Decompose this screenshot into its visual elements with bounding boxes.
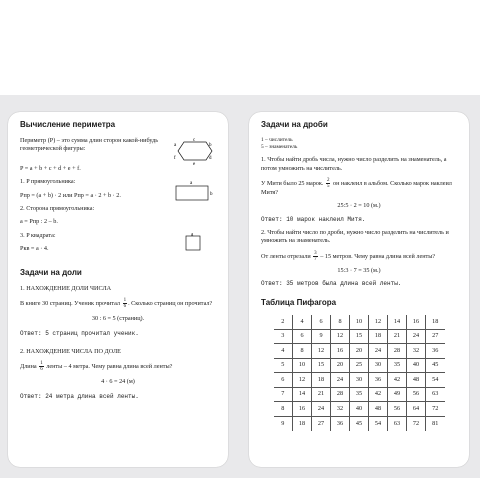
table-row bbox=[274, 402, 445, 417]
table-cell: 25 bbox=[350, 358, 369, 373]
table-cell: 28 bbox=[331, 387, 350, 402]
numerator-note: 1 – числитель bbox=[261, 136, 293, 143]
problem2-answer: Ответ: 35 метров была длина всей ленты. bbox=[261, 280, 402, 287]
table-cell: 63 bbox=[426, 387, 445, 402]
table-cell: 6 bbox=[274, 373, 293, 388]
table-row bbox=[274, 344, 445, 359]
table-cell: 12 bbox=[293, 373, 312, 388]
task1-fraction bbox=[123, 298, 128, 309]
problem2-text-a: От ленты отрезали bbox=[261, 252, 311, 260]
table-cell: 16 bbox=[293, 402, 312, 417]
table-cell: 72 bbox=[407, 416, 426, 431]
task2-calc: 4 · 6 = 24 (м) bbox=[101, 378, 135, 386]
table-cell: 7 bbox=[274, 387, 293, 402]
table-cell: 8 bbox=[331, 315, 350, 330]
table-cell: 14 bbox=[388, 315, 407, 330]
table-row bbox=[274, 416, 445, 431]
table-cell: 21 bbox=[312, 387, 331, 402]
table-cell: 4 bbox=[274, 344, 293, 359]
table-cell: 36 bbox=[369, 373, 388, 388]
rule2-text: 2. Чтобы найти число по дроби, нужно число разделить на числитель и умножить на знаменатель. bbox=[261, 228, 449, 245]
table-cell: 9 bbox=[312, 329, 331, 344]
table-cell: 32 bbox=[407, 344, 426, 359]
table-cell: 35 bbox=[388, 358, 407, 373]
table-row bbox=[274, 315, 445, 330]
right-page bbox=[249, 112, 469, 467]
rect-perimeter-formula: Pпр = (a + b) · 2 или Pпр = a · 2 + b · 2. bbox=[20, 191, 121, 199]
problem2-fraction-num: 3 bbox=[314, 250, 317, 256]
table-cell: 36 bbox=[331, 416, 350, 431]
table-row bbox=[274, 329, 445, 344]
table-cell: 15 bbox=[350, 329, 369, 344]
table-cell: 18 bbox=[293, 416, 312, 431]
table-cell: 40 bbox=[407, 358, 426, 373]
table-cell: 6 bbox=[293, 329, 312, 344]
task2-text bbox=[20, 361, 216, 372]
task2-fraction bbox=[39, 361, 44, 372]
table-cell: 64 bbox=[407, 402, 426, 417]
table-cell: 24 bbox=[331, 373, 350, 388]
table-cell: 54 bbox=[426, 373, 445, 388]
problem1-calc: 25:5 · 2 = 10 (м.) bbox=[337, 202, 381, 210]
rectangle-row bbox=[20, 178, 216, 205]
table-cell: 30 bbox=[369, 358, 388, 373]
table-cell: 16 bbox=[331, 344, 350, 359]
perimeter-formula: P = a + b + c + d + e + f. bbox=[20, 164, 81, 172]
perimeter-definition: Периметр (P) – это сумма длин сторон какой-нибудь геометрической фигуры: bbox=[20, 136, 159, 153]
table-cell: 72 bbox=[426, 402, 445, 417]
table-cell: 56 bbox=[407, 387, 426, 402]
table-cell: 10 bbox=[350, 315, 369, 330]
table-cell: 8 bbox=[293, 344, 312, 359]
task1-calc: 30 : 6 = 5 (страниц). bbox=[91, 315, 145, 323]
table-cell: 15 bbox=[312, 358, 331, 373]
task2-text-b: ленты – 4 метра. Чему равна длина всей ленты? bbox=[46, 363, 173, 371]
task2-fraction-num: 1 bbox=[40, 361, 43, 367]
problem1-fraction bbox=[326, 178, 331, 189]
perimeter-title: Вычисление периметра bbox=[20, 120, 116, 129]
table-cell: 14 bbox=[293, 387, 312, 402]
table-cell: 32 bbox=[331, 402, 350, 417]
square-perimeter-formula: Pкв = a · 4. bbox=[20, 244, 49, 252]
square-figure bbox=[172, 232, 216, 254]
table-cell: 81 bbox=[432, 419, 439, 427]
hex-label-d: f bbox=[174, 155, 176, 161]
table-cell: 16 bbox=[407, 315, 426, 330]
table-cell: 2 bbox=[274, 315, 293, 330]
table-cell: 48 bbox=[407, 373, 426, 388]
hex-label-a: c bbox=[193, 137, 196, 143]
problem2-fraction bbox=[313, 251, 318, 262]
rect-side-title: 2. Сторона прямоугольника: bbox=[20, 204, 95, 212]
problem2-text bbox=[261, 251, 457, 262]
task2-title: 2. НАХОЖДЕНИЕ ЧИСЛА ПО ДОЛЕ bbox=[20, 347, 121, 355]
pythagoras-table bbox=[274, 315, 445, 431]
table-row bbox=[274, 373, 445, 388]
task1-answer: Ответ: 5 страниц прочитал ученик. bbox=[20, 329, 139, 337]
table-cell: 4 bbox=[293, 315, 312, 330]
square-row bbox=[20, 232, 216, 259]
table-cell: 48 bbox=[369, 402, 388, 417]
table-cell: 24 bbox=[312, 402, 331, 417]
table-cell: 45 bbox=[426, 358, 445, 373]
pythagoras-table-title: Таблица Пифагора bbox=[261, 298, 337, 308]
table-cell: 42 bbox=[369, 387, 388, 402]
table-cell: 18 bbox=[312, 373, 331, 388]
table-cell: 20 bbox=[350, 344, 369, 359]
table-cell: 18 bbox=[426, 315, 445, 330]
table-cell: 63 bbox=[388, 416, 407, 431]
perimeter-definition-row bbox=[20, 137, 216, 165]
problem1-text-a: У Мити было 25 марок. bbox=[261, 180, 324, 188]
table-cell: 49 bbox=[388, 387, 407, 402]
denominator-note: 5 – знаменатель bbox=[261, 144, 298, 151]
rectangle-figure bbox=[172, 178, 216, 202]
task2-answer: Ответ: 24 метра длина всей ленты. bbox=[20, 392, 139, 400]
task1-text-b: . Сколько страниц он прочитал? bbox=[128, 300, 213, 308]
problem1-answer: Ответ: 10 марок наклеил Митя. bbox=[261, 215, 366, 223]
table-row bbox=[274, 358, 445, 373]
problem2-fraction-den: 7 bbox=[314, 256, 317, 262]
rect-label-b: b bbox=[210, 192, 213, 198]
task2-fraction-den: 6 bbox=[40, 367, 43, 373]
task1-text bbox=[20, 298, 216, 309]
table-cell: 30 bbox=[350, 373, 369, 388]
table-cell: 8 bbox=[274, 402, 293, 417]
table-cell: 3 bbox=[274, 329, 293, 344]
table-cell: 20 bbox=[331, 358, 350, 373]
table-cell: 56 bbox=[388, 402, 407, 417]
table-cell: 42 bbox=[388, 373, 407, 388]
table-cell: 24 bbox=[369, 344, 388, 359]
table-cell: 27 bbox=[426, 329, 445, 344]
table-cell: 45 bbox=[350, 416, 369, 431]
fractions-tasks-title: Задачи на дроби bbox=[261, 120, 328, 129]
task1-fraction-den: 6 bbox=[123, 304, 127, 310]
table-cell: 18 bbox=[369, 329, 388, 344]
table-cell: 24 bbox=[407, 329, 426, 344]
task1-title: 1. НАХОЖДЕНИЕ ДОЛИ ЧИСЛА bbox=[20, 285, 112, 293]
table-cell: 40 bbox=[350, 402, 369, 417]
table-cell: 10 bbox=[293, 358, 312, 373]
table-cell: 54 bbox=[369, 416, 388, 431]
hexagon-figure bbox=[172, 137, 216, 165]
table-cell: 6 bbox=[312, 315, 331, 330]
table-cell: 12 bbox=[331, 329, 350, 344]
table-cell: 28 bbox=[388, 344, 407, 359]
table-cell: 5 bbox=[274, 358, 293, 373]
square-perimeter-title: 3. P квадрата: bbox=[20, 231, 56, 239]
problem1-text bbox=[261, 178, 457, 197]
left-page bbox=[8, 112, 228, 467]
table-cell: 21 bbox=[388, 329, 407, 344]
fractions-title: Задачи на доли bbox=[20, 268, 82, 278]
table-cell: 12 bbox=[312, 344, 331, 359]
hex-label-e: d bbox=[209, 155, 212, 161]
hex-label-f: e bbox=[193, 161, 196, 165]
hex-label-c: a bbox=[174, 142, 177, 148]
rect-label-a: a bbox=[190, 181, 193, 187]
rect-perimeter-title: 1. P прямоугольника: bbox=[20, 178, 76, 186]
table-cell: 27 bbox=[312, 416, 331, 431]
table-cell: 9 bbox=[274, 416, 293, 431]
problem1-fraction-den: 5 bbox=[326, 184, 330, 190]
task1-fraction-num: 1 bbox=[123, 298, 127, 304]
task2-text-a: Длина bbox=[20, 363, 37, 371]
problem2-text-b: – 15 метров. Чему равна длина всей ленты? bbox=[320, 252, 436, 260]
square-label-a: a bbox=[191, 232, 194, 238]
rect-side-formula: a = Pпр : 2 – b. bbox=[20, 218, 58, 226]
problem2-calc: 15:3 · 7 = 35 (м.) bbox=[337, 266, 381, 274]
table-row bbox=[274, 387, 445, 402]
problem1-fraction-num: 2 bbox=[326, 178, 330, 184]
table-cell: 36 bbox=[426, 344, 445, 359]
task1-text-a: В книге 30 страниц. Ученик прочитал bbox=[20, 300, 121, 308]
rule1-text: 1. Чтобы найти дробь числа, нужно число разделить на знаменатель, а потом умножить на числитель. bbox=[261, 156, 447, 172]
problem1-text-b: он наклеил в альбом. Сколько марок наклеил Митя? bbox=[261, 180, 452, 197]
table-cell: 35 bbox=[350, 387, 369, 402]
hex-label-b: b bbox=[209, 142, 212, 148]
table-cell: 12 bbox=[369, 315, 388, 330]
